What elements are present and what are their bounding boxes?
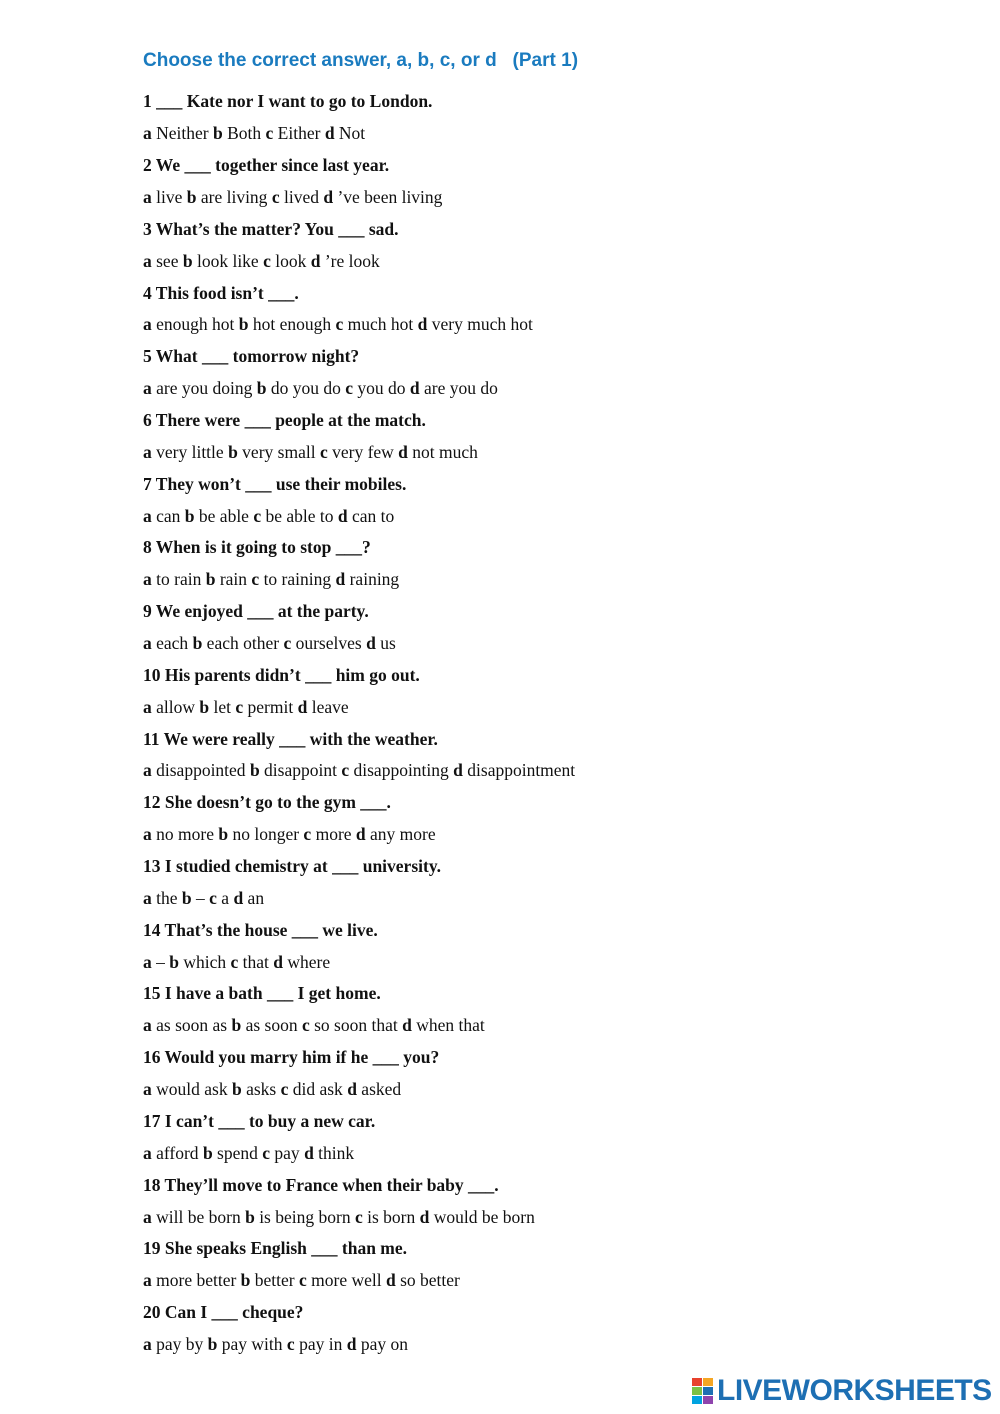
option-letter: c xyxy=(286,1333,295,1354)
option-14-d[interactable] xyxy=(273,952,330,973)
option-text: can to xyxy=(352,505,395,526)
option-letter: b xyxy=(202,1142,213,1163)
option-17-b[interactable] xyxy=(203,1143,262,1164)
question-5: 5 What ___ tomorrow night? xyxy=(143,346,360,367)
option-14-b[interactable] xyxy=(169,952,230,973)
question-2: 2 We ___ together since last year. xyxy=(143,155,390,176)
question-9: 9 We enjoyed ___ at the party. xyxy=(143,601,369,622)
option-letter: d xyxy=(323,187,334,207)
option-letter: d xyxy=(398,441,408,462)
option-letter: a xyxy=(143,1333,152,1354)
options-row-5 xyxy=(143,373,575,405)
option-text: would be born xyxy=(433,1206,535,1227)
option-2-a[interactable] xyxy=(143,187,187,208)
option-15-b[interactable] xyxy=(231,1015,302,1036)
option-4-b[interactable] xyxy=(239,314,336,335)
option-text: that xyxy=(242,951,269,972)
option-text: so better xyxy=(400,1270,460,1291)
option-letter: c xyxy=(319,441,328,462)
option-text: is born xyxy=(367,1206,416,1227)
question-7: 7 They won’t ___ use their mobiles. xyxy=(143,473,407,494)
option-letter: b xyxy=(181,887,192,908)
option-letter: a xyxy=(143,887,152,908)
option-text: asks xyxy=(246,1079,277,1100)
option-text: where xyxy=(287,951,331,972)
option-text: are you do xyxy=(423,378,498,399)
option-text: enough hot xyxy=(156,314,235,335)
options-row-10 xyxy=(143,691,575,723)
option-9-a[interactable] xyxy=(143,633,193,654)
option-11-d[interactable] xyxy=(453,760,575,781)
option-12-d[interactable] xyxy=(356,824,436,845)
option-text: pay with xyxy=(221,1333,283,1354)
option-text: allow xyxy=(156,696,196,717)
option-17-a[interactable] xyxy=(143,1143,203,1164)
option-11-a[interactable] xyxy=(143,760,250,781)
option-letter: c xyxy=(251,569,260,590)
option-13-d[interactable] xyxy=(233,888,264,909)
question-6: 6 There were ___ people at the match. xyxy=(143,410,426,431)
option-letter: c xyxy=(354,1206,363,1227)
option-text: very little xyxy=(156,441,224,462)
option-15-a[interactable] xyxy=(143,1015,231,1036)
option-15-d[interactable] xyxy=(402,1015,485,1036)
options-row-15 xyxy=(143,1010,575,1042)
option-letter: b xyxy=(199,696,210,717)
option-10-c[interactable] xyxy=(235,697,297,718)
option-13-a[interactable] xyxy=(143,888,182,909)
option-letter: d xyxy=(366,633,376,654)
option-letter: c xyxy=(299,1270,307,1291)
option-12-b[interactable] xyxy=(218,824,303,845)
option-letter: d xyxy=(310,250,321,271)
option-text: no longer xyxy=(232,824,300,845)
option-7-a[interactable] xyxy=(143,506,185,527)
question-15: 15 I have a bath ___ I get home. xyxy=(143,983,381,1004)
option-letter: a xyxy=(143,696,152,717)
options-row-6 xyxy=(143,436,575,468)
options-row-19 xyxy=(143,1265,575,1297)
option-letter: c xyxy=(262,1142,271,1163)
option-letter: c xyxy=(235,696,244,717)
option-letter: b xyxy=(240,1270,251,1291)
option-letter: c xyxy=(341,760,350,781)
option-letter: c xyxy=(263,250,271,271)
logo-square xyxy=(692,1396,702,1404)
option-text: much hot xyxy=(347,314,414,335)
option-letter: c xyxy=(345,378,353,399)
option-letter: b xyxy=(238,314,249,335)
option-2-c[interactable] xyxy=(272,187,324,208)
option-letter: a xyxy=(143,1015,152,1036)
option-11-c[interactable] xyxy=(341,760,453,781)
option-text: very much hot xyxy=(431,314,533,335)
option-10-d[interactable] xyxy=(298,697,349,718)
option-3-c[interactable] xyxy=(263,251,311,272)
option-13-b[interactable] xyxy=(182,888,209,909)
option-text: afford xyxy=(156,1142,199,1163)
option-text: each other xyxy=(206,633,280,654)
option-letter: c xyxy=(209,887,217,908)
option-17-d[interactable] xyxy=(304,1143,354,1164)
logo-square xyxy=(692,1378,702,1386)
option-letter: d xyxy=(337,505,348,526)
option-letter: b xyxy=(182,250,193,271)
options-row-20 xyxy=(143,1329,575,1361)
option-text: will be born xyxy=(156,1206,241,1227)
option-letter: d xyxy=(347,1079,357,1100)
option-letter: b xyxy=(184,505,195,526)
option-letter: d xyxy=(324,123,335,144)
option-8-a[interactable] xyxy=(143,569,206,590)
options-row-16 xyxy=(143,1074,575,1106)
option-letter: b xyxy=(228,441,238,462)
option-14-c[interactable] xyxy=(231,952,274,973)
option-20-c[interactable] xyxy=(287,1334,347,1355)
option-text: can xyxy=(156,505,181,526)
option-text: the xyxy=(156,887,178,908)
option-letter: d xyxy=(355,824,366,845)
question-list xyxy=(143,86,575,1360)
option-text: you do xyxy=(357,378,406,399)
option-14-a[interactable] xyxy=(143,952,169,973)
option-text: asked xyxy=(361,1079,402,1100)
option-text: disappointment xyxy=(467,760,576,781)
options-row-11 xyxy=(143,755,575,787)
options-row-18 xyxy=(143,1201,575,1233)
option-text: no more xyxy=(156,824,214,845)
option-text: is being born xyxy=(259,1206,351,1227)
option-text: more xyxy=(315,824,352,845)
option-1-d[interactable] xyxy=(325,123,365,144)
question-18: 18 They’ll move to France when their baby ___. xyxy=(143,1174,499,1195)
option-19-b[interactable] xyxy=(241,1270,299,1291)
option-text: Both xyxy=(227,123,262,144)
option-letter: a xyxy=(143,1270,152,1291)
logo-text: LIVEWORKSHEETS xyxy=(717,1374,992,1407)
option-letter: b xyxy=(169,951,179,972)
option-letter: d xyxy=(409,378,420,399)
option-text: – xyxy=(156,951,165,972)
option-letter: d xyxy=(453,760,463,781)
options-row-12 xyxy=(143,819,575,851)
option-8-b[interactable] xyxy=(206,569,252,590)
option-19-d[interactable] xyxy=(386,1270,460,1291)
option-16-d[interactable] xyxy=(347,1079,401,1100)
question-19: 19 She speaks English ___ than me. xyxy=(143,1238,408,1259)
options-row-1 xyxy=(143,118,575,150)
option-letter: b xyxy=(231,1015,242,1036)
option-text: disappointing xyxy=(353,760,449,781)
option-letter: b xyxy=(218,824,229,845)
option-text: be able to xyxy=(265,505,334,526)
option-letter: d xyxy=(297,696,308,717)
option-letter: d xyxy=(335,569,346,590)
question-16: 16 Would you marry him if he ___ you? xyxy=(143,1047,440,1068)
option-text: Not xyxy=(338,123,366,144)
question-11: 11 We were really ___ with the weather. xyxy=(143,728,438,749)
option-12-a[interactable] xyxy=(143,824,218,845)
option-10-a[interactable] xyxy=(143,697,199,718)
option-letter: d xyxy=(346,1333,357,1354)
option-18-d[interactable] xyxy=(420,1207,535,1228)
options-row-13 xyxy=(143,882,575,914)
option-letter: b xyxy=(207,1333,218,1354)
option-text: Neither xyxy=(156,123,209,144)
option-text: look like xyxy=(196,250,259,271)
option-text: pay on xyxy=(360,1333,408,1354)
option-9-c[interactable] xyxy=(283,633,366,654)
option-text: disappointed xyxy=(156,760,246,781)
option-6-d[interactable] xyxy=(398,442,478,463)
option-letter: d xyxy=(386,1270,396,1291)
option-text: a xyxy=(221,887,230,908)
question-17: 17 I can’t ___ to buy a new car. xyxy=(143,1110,376,1131)
option-text: lived xyxy=(283,187,319,207)
option-text: did ask xyxy=(292,1079,343,1100)
option-text: do you do xyxy=(270,378,341,399)
option-7-b[interactable] xyxy=(185,506,254,527)
option-6-b[interactable] xyxy=(228,442,320,463)
option-text: – xyxy=(196,887,205,908)
option-text: disappoint xyxy=(264,760,337,781)
question-1: 1 ___ Kate nor I want to go to London. xyxy=(143,91,433,112)
option-text: think xyxy=(318,1142,355,1163)
option-letter: d xyxy=(304,1142,314,1163)
option-letter: d xyxy=(417,314,428,335)
option-letter: a xyxy=(143,569,152,590)
option-4-d[interactable] xyxy=(418,314,533,335)
option-9-d[interactable] xyxy=(366,633,396,654)
option-18-c[interactable] xyxy=(355,1207,420,1228)
options-row-9 xyxy=(143,628,575,660)
option-6-c[interactable] xyxy=(320,442,398,463)
option-text: ’re look xyxy=(324,250,380,271)
option-20-a[interactable] xyxy=(143,1334,208,1355)
option-5-d[interactable] xyxy=(410,378,498,399)
option-16-a[interactable] xyxy=(143,1079,232,1100)
option-text: pay in xyxy=(299,1333,343,1354)
question-10: 10 His parents didn’t ___ him go out. xyxy=(143,664,420,685)
option-text: live xyxy=(156,187,183,207)
option-letter: c xyxy=(301,1015,310,1036)
option-letter: a xyxy=(143,633,152,654)
question-4: 4 This food isn’t ___. xyxy=(143,282,299,303)
option-8-d[interactable] xyxy=(336,569,400,590)
option-letter: a xyxy=(143,1206,152,1227)
options-row-4 xyxy=(143,309,575,341)
option-16-b[interactable] xyxy=(232,1079,281,1100)
option-text: as soon xyxy=(245,1015,298,1036)
options-row-2 xyxy=(143,182,575,214)
option-letter: a xyxy=(143,505,152,526)
option-text: let xyxy=(213,696,231,717)
question-12: 12 She doesn’t go to the gym ___. xyxy=(143,792,391,813)
option-text: pay by xyxy=(156,1333,204,1354)
option-2-d[interactable] xyxy=(323,187,442,208)
option-letter: c xyxy=(253,505,262,526)
option-text: see xyxy=(156,250,179,271)
option-8-c[interactable] xyxy=(251,569,335,590)
option-text: raining xyxy=(349,569,400,590)
question-13: 13 I studied chemistry at ___ university. xyxy=(143,856,441,877)
worksheet-title: Choose the correct answer, a, b, c, or d (Part 1) xyxy=(143,50,579,71)
option-text: pay xyxy=(274,1142,300,1163)
option-letter: d xyxy=(233,887,244,908)
option-text: us xyxy=(380,633,396,654)
question-14: 14 That’s the house ___ we live. xyxy=(143,919,378,940)
question-8: 8 When is it going to stop ___? xyxy=(143,537,371,558)
option-letter: a xyxy=(143,760,152,781)
option-5-c[interactable] xyxy=(345,378,410,399)
option-letter: c xyxy=(280,1079,289,1100)
question-20: 20 Can I ___ cheque? xyxy=(143,1302,304,1323)
option-text: as soon as xyxy=(156,1015,228,1036)
option-text: are living xyxy=(200,187,268,207)
option-text: to rain xyxy=(156,569,202,590)
option-text: would ask xyxy=(156,1079,228,1100)
option-7-d[interactable] xyxy=(338,506,394,527)
option-letter: a xyxy=(143,1079,152,1100)
option-15-c[interactable] xyxy=(302,1015,402,1036)
option-text: any more xyxy=(370,824,436,845)
option-text: an xyxy=(247,887,265,908)
option-letter: c xyxy=(265,123,274,144)
option-1-c[interactable] xyxy=(266,123,325,144)
option-text: ’ve been living xyxy=(337,187,443,207)
option-12-c[interactable] xyxy=(303,824,356,845)
option-19-c[interactable] xyxy=(299,1270,386,1291)
option-13-c[interactable] xyxy=(209,888,233,909)
option-letter: a xyxy=(143,250,152,271)
option-10-b[interactable] xyxy=(199,697,235,718)
option-text: when that xyxy=(416,1015,485,1036)
option-letter: b xyxy=(245,1206,255,1227)
question-3: 3 What’s the matter? You ___ sad. xyxy=(143,218,399,239)
option-letter: a xyxy=(143,123,152,144)
option-letter: c xyxy=(230,951,239,972)
option-letter: c xyxy=(303,824,312,845)
option-letter: c xyxy=(283,633,292,654)
option-letter: d xyxy=(273,951,284,972)
option-7-c[interactable] xyxy=(253,506,338,527)
options-row-17 xyxy=(143,1137,575,1169)
option-text: are you doing xyxy=(156,378,253,399)
option-text: to raining xyxy=(263,569,332,590)
option-19-a[interactable] xyxy=(143,1270,241,1291)
option-1-b[interactable] xyxy=(213,123,266,144)
option-text: very few xyxy=(332,441,394,462)
option-16-c[interactable] xyxy=(281,1079,348,1100)
option-5-a[interactable] xyxy=(143,378,257,399)
logo-square xyxy=(703,1396,713,1404)
option-17-c[interactable] xyxy=(262,1143,304,1164)
option-text: each xyxy=(156,633,189,654)
option-letter: a xyxy=(143,441,152,462)
option-letter: b xyxy=(205,569,216,590)
option-text: ourselves xyxy=(295,633,362,654)
option-letter: a xyxy=(143,1142,152,1163)
option-text: Either xyxy=(277,123,321,144)
option-letter: b xyxy=(192,633,203,654)
option-text: look xyxy=(275,250,307,271)
option-text: leave xyxy=(311,696,349,717)
option-3-a[interactable] xyxy=(143,251,183,272)
option-letter: c xyxy=(271,187,280,207)
logo-mark-icon xyxy=(692,1378,713,1404)
option-letter: a xyxy=(143,314,152,335)
option-text: not much xyxy=(412,441,478,462)
logo-square xyxy=(703,1378,713,1386)
option-letter: a xyxy=(143,951,152,972)
option-letter: a xyxy=(143,378,152,399)
option-text: which xyxy=(183,951,227,972)
option-letter: c xyxy=(335,314,344,335)
option-letter: d xyxy=(419,1206,430,1227)
option-text: permit xyxy=(247,696,294,717)
option-text: spend xyxy=(217,1142,258,1163)
option-4-a[interactable] xyxy=(143,314,239,335)
option-text: so soon that xyxy=(314,1015,398,1036)
option-2-b[interactable] xyxy=(187,187,272,208)
option-text: more better xyxy=(156,1270,237,1291)
option-letter: b xyxy=(186,187,197,207)
option-20-b[interactable] xyxy=(208,1334,287,1355)
option-text: be able xyxy=(198,505,249,526)
option-letter: b xyxy=(256,378,267,399)
option-text: more well xyxy=(311,1270,382,1291)
option-letter: b xyxy=(249,760,260,781)
option-letter: b xyxy=(231,1079,242,1100)
option-letter: a xyxy=(143,187,152,207)
option-letter: b xyxy=(212,123,223,144)
option-18-b[interactable] xyxy=(245,1207,355,1228)
option-text: very small xyxy=(242,441,316,462)
option-letter: a xyxy=(143,824,152,845)
option-18-a[interactable] xyxy=(143,1207,245,1228)
options-row-3 xyxy=(143,245,575,277)
option-3-b[interactable] xyxy=(183,251,263,272)
options-row-14 xyxy=(143,946,575,978)
option-5-b[interactable] xyxy=(257,378,345,399)
logo-square xyxy=(692,1387,702,1395)
options-row-7 xyxy=(143,500,575,532)
liveworksheets-logo xyxy=(692,1373,992,1409)
option-11-b[interactable] xyxy=(250,760,341,781)
option-6-a[interactable] xyxy=(143,442,228,463)
options-row-8 xyxy=(143,564,575,596)
option-3-d[interactable] xyxy=(311,251,380,272)
option-text: hot enough xyxy=(252,314,332,335)
option-9-b[interactable] xyxy=(193,633,284,654)
option-text: better xyxy=(254,1270,295,1291)
option-20-d[interactable] xyxy=(347,1334,408,1355)
option-letter: d xyxy=(402,1015,412,1036)
option-text: rain xyxy=(219,569,248,590)
option-4-c[interactable] xyxy=(336,314,418,335)
logo-square xyxy=(703,1387,713,1395)
option-1-a[interactable] xyxy=(143,123,213,144)
